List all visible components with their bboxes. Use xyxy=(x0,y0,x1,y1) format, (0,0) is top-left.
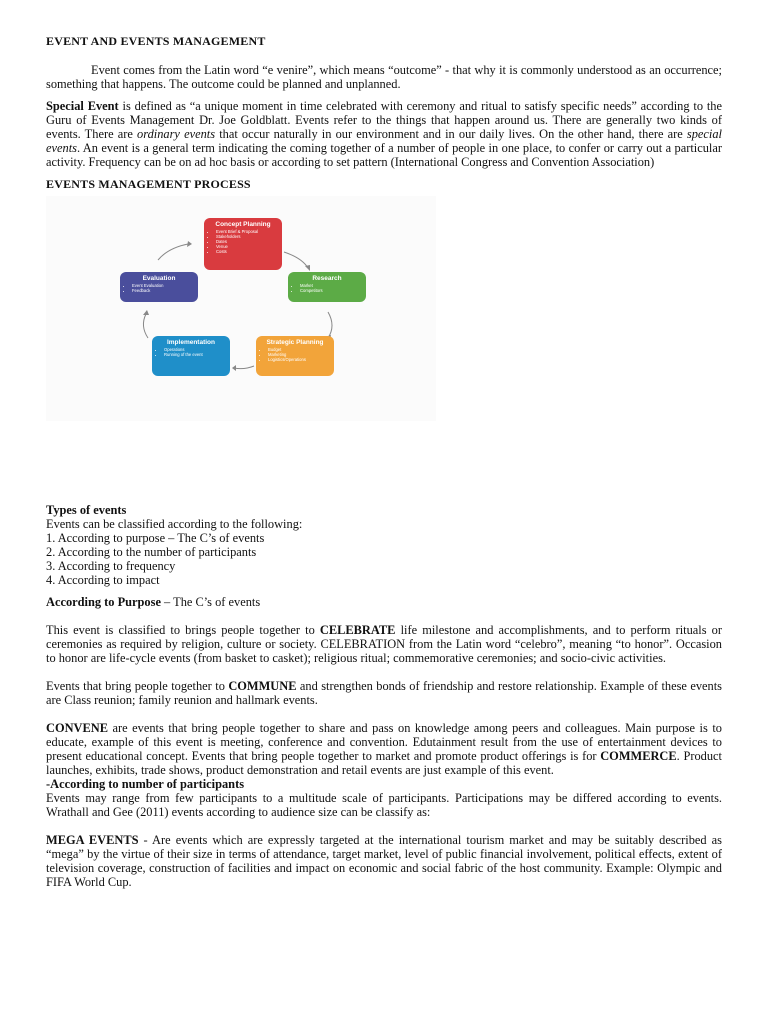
concept-item: • Stakeholders xyxy=(216,234,282,239)
research-node xyxy=(288,272,366,302)
celebrate-term: CELEBRATE xyxy=(319,623,396,637)
commune-term: COMMUNE xyxy=(228,679,297,693)
convene-text-d: . Product launches, exhibits, trade shows, product demonstration and retail events are just example of this event. xyxy=(46,749,722,777)
types-list xyxy=(46,531,722,587)
mega-events-term: MEGA EVENTS xyxy=(46,833,139,847)
implementation-title: Implementation xyxy=(166,339,216,346)
strategic-item: • Marketing xyxy=(268,352,334,357)
special-events-term: special events xyxy=(46,127,722,155)
concept-planning-node xyxy=(204,218,282,270)
strategic-planning-items xyxy=(262,347,334,362)
research-item: • Market xyxy=(300,283,366,288)
evaluation-items xyxy=(126,283,198,293)
concept-item: • Dates xyxy=(216,239,282,244)
ordinary-events-term: ordinary events xyxy=(137,127,216,141)
document-title: EVENT AND EVENTS MANAGEMENT xyxy=(46,34,266,48)
concept-item: • Venue xyxy=(216,244,282,249)
list-item: 2. According to the number of participants xyxy=(46,545,257,559)
participants-heading xyxy=(46,777,722,791)
participants-paragraph: Events may range from few participants to a multitude scale of participants. Participations may be differed according to events. Wrathall and Gee (2011) events according to audience size can be classify as: xyxy=(46,791,722,819)
process-heading: EVENTS MANAGEMENT PROCESS xyxy=(46,177,251,191)
evaluation-node xyxy=(120,272,198,302)
implementation-items xyxy=(158,347,230,357)
celebrate-text-a: This event is classified to brings people together to xyxy=(46,623,320,637)
intro-paragraph: Event comes from the Latin word “e venire”, which means “outcome” - that why it is commonly understood as an occurrence; something that happens. The outcome could be planned and unplanned. xyxy=(46,63,722,91)
evaluation-title: Evaluation xyxy=(142,275,176,282)
strategic-item: • Budget xyxy=(268,347,334,352)
mega-events-text: - Are events which are expressly targeted at the international tourism market and may be suitably described as “mega” by the virtue of their size in terms of attendance, target market, level of public financial involvement, political effects, extent of television coverage, construction of facilities and impact on economic and social fabric of the host community. Example: Olympic and FIFA World Cup. xyxy=(46,833,722,889)
evaluation-item: • Feedback xyxy=(132,288,198,293)
strategic-planning-title: Strategic Planning xyxy=(266,339,324,346)
implementation-item: • Operations xyxy=(164,347,230,352)
special-event-paragraph xyxy=(46,99,722,169)
special-event-term: Special Event xyxy=(46,99,119,113)
convene-text-b: are events that bring people together to share and pass on knowledge among peers and colleagues. Main purpose is to educate, example of this event is meeting, conference and convention. Edutainment result from the use of entertainment devices to present educational concept. Events that bring people together to market and promote product offerings is for xyxy=(46,721,722,763)
implementation-item: • Running of the event xyxy=(164,352,230,357)
document-page xyxy=(46,34,722,889)
concept-planning-items xyxy=(210,229,282,254)
commerce-term: COMMERCE xyxy=(600,749,677,763)
implementation-node xyxy=(152,336,230,376)
special-text-1: is defined as “a unique moment in time celebrated with ceremony and ritual to satisfy specific needs” according to the Guru of Events Management Dr. Joe Goldblatt. Events refer to the things that happen around us. There are generally two kinds of events. There are xyxy=(46,99,722,141)
convene-term: CONVENE xyxy=(46,721,108,735)
purpose-heading-bold: According to Purpose xyxy=(46,595,161,609)
events-management-process-diagram xyxy=(46,196,436,421)
commune-paragraph xyxy=(46,679,722,707)
list-item: 1. According to purpose – The C’s of events xyxy=(46,531,265,545)
list-item: 4. According to impact xyxy=(46,573,160,587)
research-items xyxy=(294,283,366,293)
evaluation-item: • Event Evaluation xyxy=(132,283,198,288)
strategic-item: • Logistics/Operations xyxy=(268,357,334,362)
special-text-2: that occur naturally in our environment and in our daily lives. On the other hand, there are xyxy=(215,127,687,141)
list-item: 3. According to frequency xyxy=(46,559,176,573)
celebrate-text-c: life milestone and accomplishments, and to perform rituals or ceremonies as required by religion, culture or society. CELEBRATION from the Latin word “celebro”, meaning “to honor”. Occasion to honor are life-cycle events (from basket to casket); religious ritual; commemorative ceremonies; and socio-civic activities. xyxy=(46,623,722,665)
purpose-heading-rest: – The C’s of events xyxy=(160,595,261,609)
participants-heading-text: -According to number of participants xyxy=(46,777,245,791)
research-title: Research xyxy=(312,275,342,282)
commune-text-a: Events that bring people together to xyxy=(46,679,229,693)
concept-item: • Costs xyxy=(216,249,282,254)
research-item: • Competitors xyxy=(300,288,366,293)
celebrate-paragraph xyxy=(46,623,722,665)
convene-paragraph xyxy=(46,721,722,777)
commune-text-c: and strengthen bonds of friendship and restore relationship. Example of these events are Class reunion; family reunion and hallmark events. xyxy=(46,679,723,707)
concept-item: • Event Brief & Proposal xyxy=(216,229,282,234)
types-lead: Events can be classified according to the following: xyxy=(46,517,303,531)
purpose-heading xyxy=(46,595,722,609)
special-text-3: . An event is a general term indicating the coming together of a number of people in one place, to confer or carry out a particular activity. Frequency can be on ad hoc basis or according to set pattern (International Congress and Convention Association) xyxy=(46,141,722,169)
concept-planning-title: Concept Planning xyxy=(215,221,271,228)
types-heading xyxy=(46,503,722,517)
types-heading-text: Types of events xyxy=(46,503,127,517)
strategic-planning-node xyxy=(256,336,334,376)
mega-events-paragraph xyxy=(46,833,722,889)
